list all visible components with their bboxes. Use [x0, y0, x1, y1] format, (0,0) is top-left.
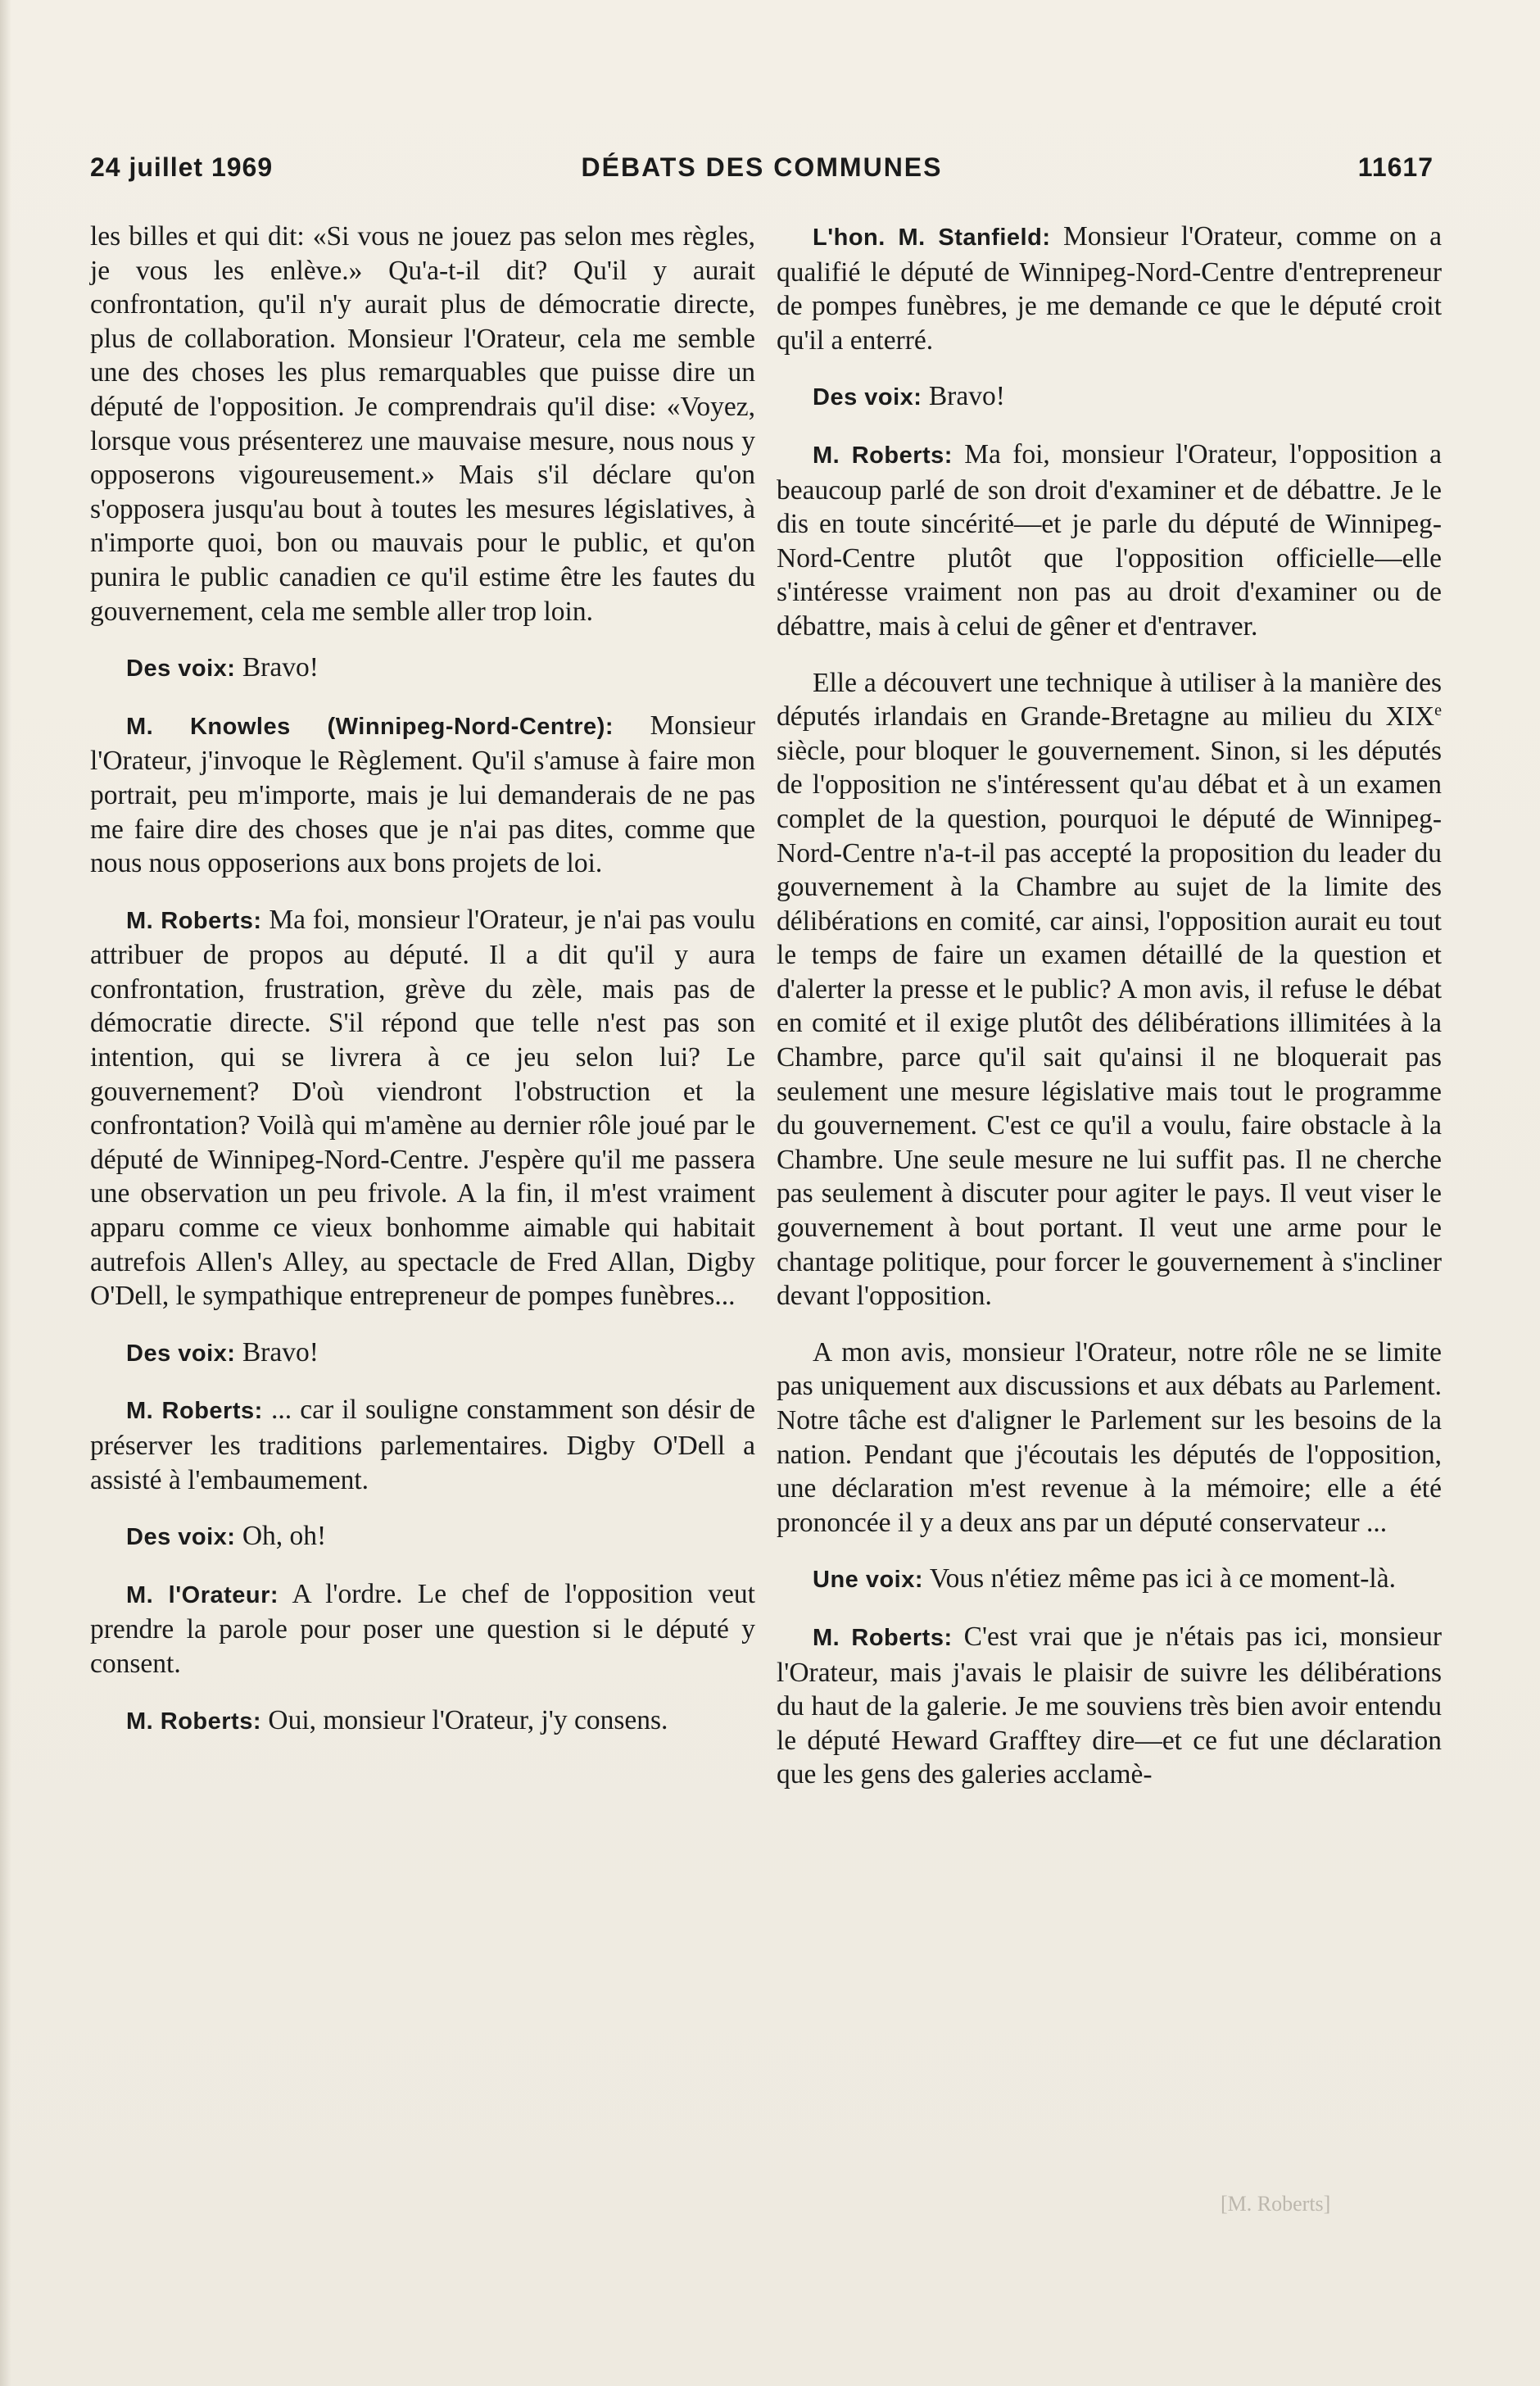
speaker-name: M. Knowles (Winnipeg-Nord-Centre):: [126, 713, 614, 740]
paragraph: [90, 1519, 755, 1555]
speaker-name: Des voix:: [126, 1340, 236, 1367]
paragraph: [90, 903, 755, 1313]
speaker-name: M. Roberts:: [813, 442, 953, 469]
right-column: [777, 220, 1442, 1814]
speaker-name: M. Roberts:: [126, 907, 262, 934]
paragraph: [90, 651, 755, 687]
speaker-name: Des voix:: [126, 655, 236, 683]
paragraph: [777, 438, 1442, 644]
paragraph-text: Bravo!: [928, 381, 1005, 412]
page-edge-shadow: [0, 0, 11, 2386]
paragraph: [90, 1703, 755, 1740]
paragraph-text: A l'ordre. Le chef de l'opposition veut prendre la parole pour poser une question si le député y consent.: [90, 1578, 755, 1679]
paragraph-text: Oui, monsieur l'Orateur, j'y consens.: [268, 1704, 668, 1735]
paragraph: [777, 666, 1442, 1313]
header-date: 24 juillet 1969: [90, 152, 274, 182]
header-title: DÉBATS DES COMMUNES: [581, 152, 943, 182]
paragraph: [90, 1336, 755, 1372]
page-header: [90, 152, 1434, 193]
speaker-name: M. Roberts:: [126, 1398, 263, 1425]
paragraph: [777, 1620, 1442, 1792]
paragraph-text: Ma foi, monsieur l'Orateur, l'opposition a beaucoup parlé de son droit d'examiner et de débattre. Je le dis en toute sincérité—et je parle du député de Winnipeg-Nord-Centre plutôt que l'opposition officielle—elle s'intéresse vraiment non pas au droit d'examiner ou de débattre, mais à celui de gêner et d'entraver.: [777, 438, 1443, 642]
footer-note: [M. Roberts]: [1221, 2192, 1331, 2216]
speaker-name: L'hon. M. Stanfield:: [813, 225, 1051, 251]
speaker-name: Des voix:: [126, 1524, 236, 1551]
paragraph-text: A mon avis, monsieur l'Orateur, notre rôle ne se limite pas uniquement aux discussions et aux débats au Parlement. Notre tâche est d'aligner le Parlement sur les besoins de la nation. Pendant que j'écoutais les députés de l'opposition, une déclaration m'est revenue à la mémoire; elle a été prononcée il y a deux ans par un député conservateur ...: [777, 1336, 1442, 1538]
paragraph: [90, 1393, 755, 1497]
paragraph: [90, 220, 755, 628]
speaker-name: M. Roberts:: [813, 1624, 953, 1651]
paragraph-text: Vous n'étiez même pas ici à ce moment-là.: [929, 1563, 1396, 1594]
paragraph: [90, 1577, 755, 1681]
paragraph-text: Bravo!: [242, 652, 319, 683]
paragraph-text: Ma foi, monsieur l'Orateur, je n'ai pas voulu attribuer de propos au député. Il a dit qu'il y aura confrontation, frustration, grève du zèle, mais pas de démocratie directe. S'il répond que telle n'est pas son intention, qui se livrera à ce jeu selon lui? Le gouvernement? D'où viendront l'obstruction et la confrontation? Voilà qui m'amène au dernier rôle joué par le député de Winnipeg-Nord-Centre. J'espère qu'il me passera une observation un peu frivole. A la fin, il m'est vraiment apparu comme ce vieux bonhomme aimable qui habitait autrefois Allen's Alley, au spectacle de Fred Allan, Digby O'Dell, le sympathique entrepreneur de pompes funèbres...: [90, 904, 756, 1312]
paragraph: [777, 1562, 1442, 1598]
paragraph: [777, 379, 1442, 415]
speaker-name: M. l'Orateur:: [126, 1581, 279, 1608]
paragraph-text: les billes et qui dit: «Si vous ne jouez pas selon mes règles, je vous les enlève.» Qu'a-t-il dit? Qu'il y aurait confrontation, qu'il n'y aurait plus de démocratie directe, plus de collaboration. Monsieur l'Orateur, cela me semble une des choses les plus remarquables que puisse dire un député de l'opposition. Je comprendrais qu'il dise: «Voyez, lorsque vous présenterez une mauvaise mesure, nous nous y opposerons vigoureusement.» Mais s'il déclare qu'on s'opposera jusqu'au bout à toutes les mesures législatives, à n'importe quoi, bon ou mauvais pour le public, et qu'on punira le public canadien ce qu'il estime être les fautes du gouvernement, cela me semble aller trop loin.: [90, 221, 755, 627]
paragraph-text: ... car il souligne constamment son désir de préserver les traditions parlementaires. Digby O'Dell a assisté à l'embaumement.: [90, 1395, 756, 1495]
paragraph-text: Monsieur l'Orateur, comme on a qualifié le député de Winnipeg-Nord-Centre d'entrepreneur de pompes funèbres, je me demande ce que le député croit qu'il a enterré.: [777, 221, 1442, 356]
paragraph-text: C'est vrai que je n'étais pas ici, monsieur l'Orateur, mais j'avais le plaisir de suivre les délibérations du haut de la galerie. Je me souviens très bien avoir entendu le député Heward Grafftey dire—et ce fut une déclaration que les gens des galeries acclamè-: [777, 1621, 1443, 1790]
left-column: [90, 220, 755, 1761]
paragraph: [777, 1336, 1442, 1540]
speaker-name: Des voix:: [813, 384, 922, 411]
paragraph: [90, 709, 755, 881]
header-page-number: 11617: [1357, 152, 1434, 182]
paragraph-text: Elle a découvert une technique à utiliser à la manière des députés irlandais en Grande-Bretagne au milieu du XIXe siècle, pour bloquer le gouvernement. Sinon, si les députés de l'opposition ne s'intéressent qu'au débat et à un examen complet de la question, pourquoi le député de Winnipeg-Nord-Centre n'a-t-il pas accepté la proposition du leader du gouvernement à la Chambre au sujet de la limite des délibérations en comité, car ainsi, l'opposition aurait eu tout le temps de faire un examen détaillé de la question et d'alerter la presse et le public? A mon avis, il refuse le débat en comité et il exige plutôt des délibérations illimitées à la Chambre, parce qu'il sait qu'ainsi il ne bloquerait pas seulement une mesure législative mais tout le programme du gouvernement. C'est ce qu'il a voulu, faire obstacle à la Chambre. Une seule mesure ne lui suffit pas. Il ne cherche pas seulement à discuter pour agiter le pays. Il veut viser le gouvernement à bout portant. Il veut une arme pour le chantage politique, pour forcer le gouvernement à s'incliner devant l'opposition.: [777, 667, 1442, 1312]
speaker-name: Une voix:: [813, 1567, 924, 1594]
paragraph: [777, 220, 1442, 357]
paragraph-text: Monsieur l'Orateur, j'invoque le Règlement. Qu'il s'amuse à faire mon portrait, peu m'importe, mais je lui demanderais de ne pas me faire dire des choses que je n'ai pas dites, comme que nous nous opposerions aux bons projets de loi.: [90, 710, 756, 879]
paragraph-text: Bravo!: [242, 1336, 319, 1368]
speaker-name: M. Roberts:: [126, 1708, 261, 1735]
paragraph-text: Oh, oh!: [242, 1521, 327, 1552]
